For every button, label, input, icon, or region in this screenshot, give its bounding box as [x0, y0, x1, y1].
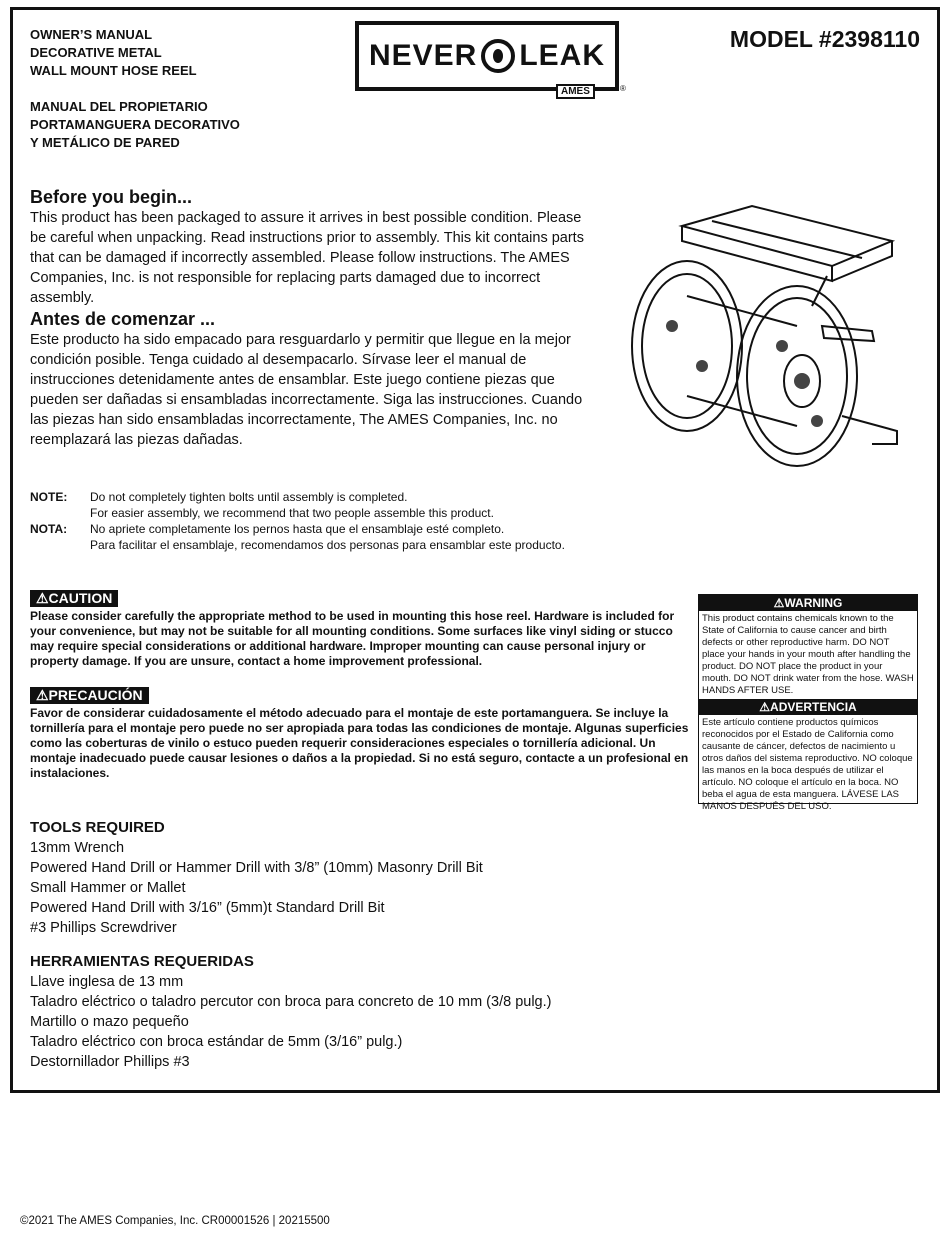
title-line: MANUAL DEL PROPIETARIO — [30, 99, 208, 114]
list-item: Powered Hand Drill or Hammer Drill with 3/8” (10mm) Masonry Drill Bit — [30, 860, 483, 876]
tools-section — [30, 818, 551, 1086]
list-item: Destornillador Phillips #3 — [30, 1054, 190, 1070]
antes-de-comenzar-heading: Antes de comenzar ... — [30, 309, 216, 329]
warning-text: This product contains chemicals known to the State of California to cause cancer and birth defects or other reproductive harm. DO NOT place your hands in your mouth after handling the product. DO NOT place the product in your mouth. DO NOT drink water from the hose. WASH HANDS AFTER USE. — [702, 613, 914, 696]
note-row — [30, 505, 565, 521]
antes-de-comenzar-text: Este producto ha sido empacado para resguardarlo y permitir que llegue en la mejor condición posible. Tenga cuidado al desempacarlo. Sírvase leer el manual de instrucciones detenidamente antes de ensamblar. Este juego contiene piezas que pueden ser dañadas si ensambladas incorrectamente. Siga las instrucciones. Cuando las piezas han sido ensambladas incorrectamente, The AMES Companies, Inc. no reemplazará las piezas dañadas. — [30, 332, 583, 448]
title-line: OWNER’S MANUAL — [30, 27, 153, 42]
warning-label: ⚠WARNING — [699, 595, 917, 611]
nota-row — [30, 537, 565, 553]
nota-text: Para facilitar el ensamblaje, recomendamos dos personas para ensamblar este producto. — [90, 538, 565, 552]
logo-text-left: NEVER — [368, 39, 478, 72]
note-text: For easier assembly, we recommend that two people assemble this product. — [90, 506, 494, 520]
note-row — [30, 489, 565, 505]
nota-row — [30, 521, 565, 537]
tools-list-spanish — [30, 972, 551, 1072]
list-item: Small Hammer or Mallet — [30, 880, 186, 896]
water-drop-icon — [481, 39, 515, 73]
list-item: Martillo o mazo pequeño — [30, 1014, 189, 1030]
caution-text: Please consider carefully the appropriate method to be used in mounting this hose reel. Hardware is included for your convenience, but may not be suitable for all mounting conditions. Some surfaces like vinyl siding or stucco may require special considerations or additional hardware. Improper mounting can cause personal injury or property damage. If you are unsure, contact a home improvement professional. — [30, 609, 675, 668]
before-you-begin-text: This product has been packaged to assure it arrives in best possible condition. Please be careful when unpacking. Read instructions prior to assembly. This kit contains parts that can be damaged if incorrectly assembled. Please follow instructions. The AMES Companies, Inc. is not responsible for replacing parts damaged due to incorrect assembly. — [30, 210, 584, 306]
note-text: Do not completely tighten bolts until assembly is completed. — [90, 490, 408, 504]
list-item: Powered Hand Drill with 3/16” (5mm)t Standard Drill Bit — [30, 900, 385, 916]
advertencia-label: ⚠ADVERTENCIA — [699, 699, 917, 715]
ames-brand-badge: AMES — [556, 84, 595, 99]
caution-section — [30, 590, 695, 669]
nota-label-spacer — [30, 537, 90, 553]
list-item: Llave inglesa de 13 mm — [30, 974, 184, 990]
list-item: Taladro eléctrico o taladro percutor con broca para concreto de 10 mm (3/8 pulg.) — [30, 994, 552, 1010]
before-you-begin-heading: Before you begin... — [30, 187, 193, 207]
never-leak-logo — [355, 21, 619, 91]
title-line: PORTAMANGUERA DECORATIVO — [30, 117, 240, 132]
nota-text: No apriete completamente los pernos hasta que el ensamblaje esté completo. — [90, 522, 505, 536]
title-english — [30, 26, 240, 80]
tools-required-heading: TOOLS REQUIRED — [30, 819, 165, 836]
precaucion-text: Favor de considerar cuidadosamente el método adecuado para el montaje de este portamanguera. Se incluye la tornillería para el montaje pero puede no ser apropiada para todas las condiciones de montaje. Algunas superficies como las coberturas de vinilo o estuco pueden requerir consideraciones especiales o tornillería adicional. Un montaje inadecuado puede causar lesiones o daños a la propiedad. Si no está seguro, contacte a un profesional en instalaciones. — [30, 706, 689, 780]
precaucion-label: ⚠PRECAUCIÓN — [30, 687, 149, 704]
herramientas-heading: HERRAMIENTAS REQUERIDAS — [30, 953, 254, 970]
note-label: NOTE: — [30, 490, 68, 504]
title-line: WALL MOUNT HOSE REEL — [30, 63, 197, 78]
hose-reel-illustration — [612, 196, 912, 471]
title-line: DECORATIVE METAL — [30, 45, 162, 60]
list-item: Taladro eléctrico con broca estándar de 5mm (3/16” pulg.) — [30, 1034, 403, 1050]
list-item: 13mm Wrench — [30, 840, 125, 856]
logo-text-right: LEAK — [519, 39, 606, 72]
notes-section — [30, 489, 565, 553]
advertencia-text: Este artículo contiene productos químicos reconocidos por el Estado de California como causante de cáncer, defectos de nacimiento u otros daños del sistema reproductivo. NO coloque las manos en la boca después de utilizar el artículo. NO coloque el artículo en la boca. NO beba el agua de esta manguera. LÁVESE LAS MANOS DESPUÉS DEL USO. — [702, 717, 913, 812]
list-item: #3 Phillips Screwdriver — [30, 920, 177, 936]
prop65-warning-box — [698, 594, 918, 812]
note-label-spacer — [30, 505, 90, 521]
manual-title — [30, 26, 240, 170]
footer-copyright: ©2021 The AMES Companies, Inc. CR00001526 | 20215500 — [20, 1215, 330, 1227]
title-line: Y METÁLICO DE PARED — [30, 135, 180, 150]
tools-list-english — [30, 838, 551, 938]
registered-mark: ® — [620, 84, 626, 93]
precaucion-section — [30, 687, 695, 781]
intro-section — [30, 186, 590, 450]
caution-label: ⚠CAUTION — [30, 590, 118, 607]
model-number: MODEL #2398110 — [729, 26, 920, 52]
nota-label: NOTA: — [30, 522, 68, 536]
title-spanish — [30, 98, 240, 152]
